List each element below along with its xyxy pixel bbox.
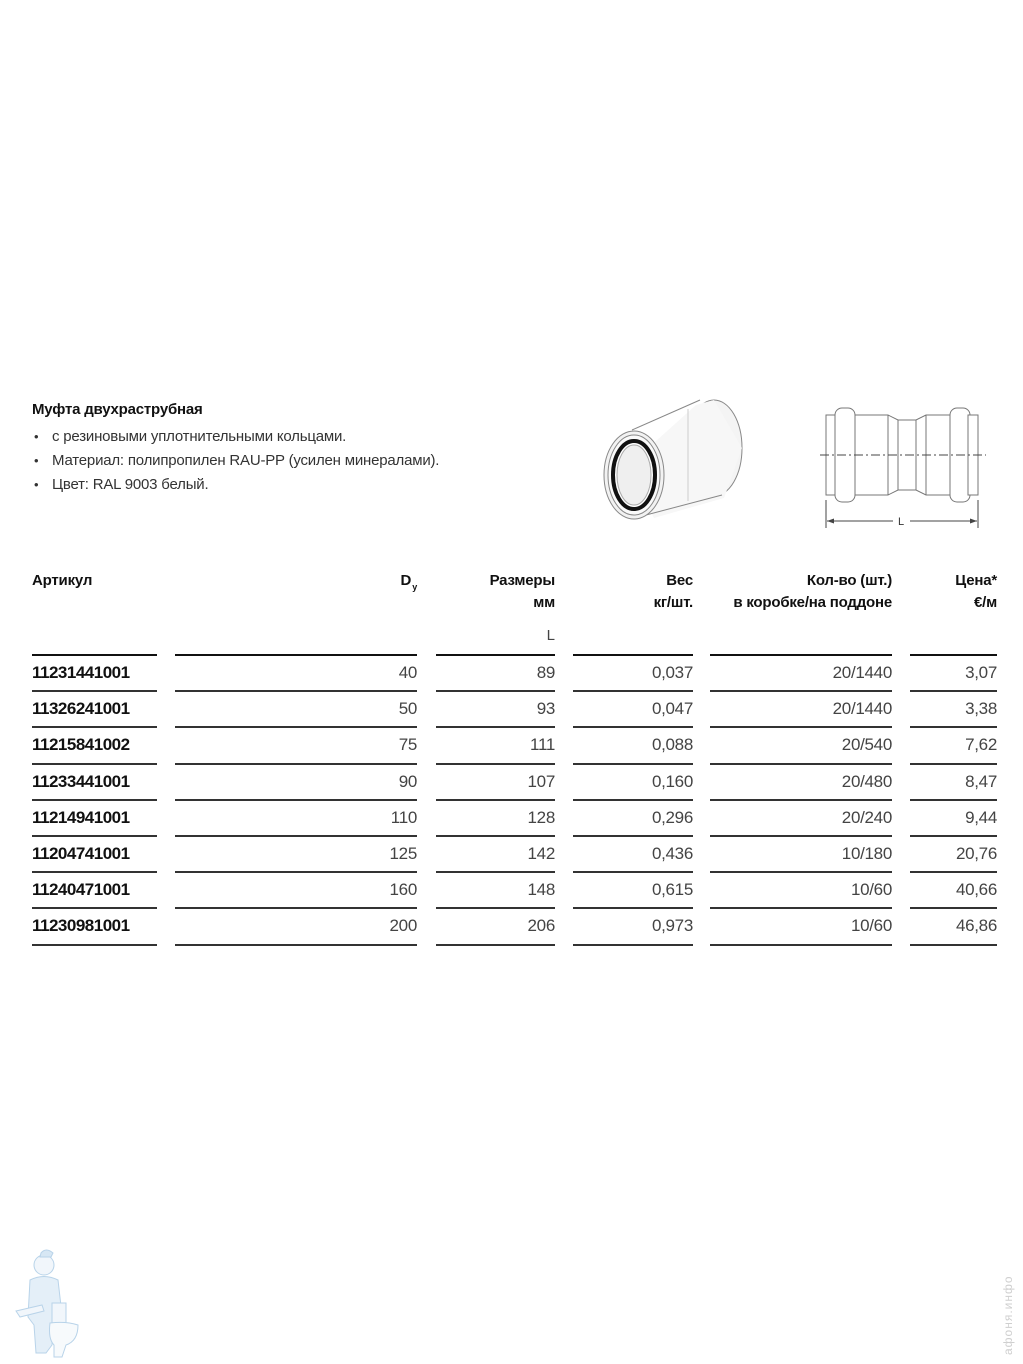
cell-length: 142 bbox=[527, 844, 555, 863]
cell-price: 3,38 bbox=[965, 699, 997, 719]
row-divider bbox=[573, 799, 693, 801]
row-divider bbox=[910, 726, 997, 728]
row-divider bbox=[32, 871, 157, 873]
row-divider bbox=[573, 763, 693, 765]
cell-weight: 0,088 bbox=[651, 735, 693, 755]
header-price: Цена* €/м bbox=[955, 572, 997, 611]
cell-price: 40,66 bbox=[955, 880, 997, 900]
header-dn: $D_у$ bbox=[400, 572, 417, 592]
cell-weight: 0,296 bbox=[651, 807, 693, 827]
cell-quantity: 10/60 bbox=[850, 880, 892, 900]
cell-length: 206 bbox=[527, 916, 555, 936]
header-size: Размеры мм bbox=[489, 572, 555, 611]
row-divider bbox=[436, 907, 555, 909]
cell-dn: 110 bbox=[390, 807, 417, 827]
row-divider bbox=[32, 799, 157, 801]
plumber-mascot-icon bbox=[6, 1245, 81, 1360]
product-features-list bbox=[32, 425, 439, 497]
row-divider bbox=[573, 835, 693, 837]
row-divider bbox=[910, 907, 997, 909]
row-divider bbox=[32, 835, 157, 837]
cell-weight: 0,615 bbox=[651, 880, 693, 900]
header-divider bbox=[175, 654, 417, 656]
cell-quantity: 20/240 bbox=[841, 807, 892, 827]
feature-item: • с резиновыми уплотнительными кольцами. bbox=[32, 425, 439, 449]
cell-dn: 40 bbox=[398, 663, 417, 682]
cell-length: 128 bbox=[527, 807, 555, 827]
cell-dn: 125 bbox=[389, 844, 417, 863]
row-divider bbox=[910, 763, 997, 765]
cell-weight: 0,037 bbox=[651, 663, 693, 682]
bullet-icon: • bbox=[34, 477, 39, 492]
cell-price: 8,47 bbox=[965, 771, 997, 791]
cell-dn: 50 bbox=[398, 699, 417, 719]
row-divider bbox=[32, 726, 157, 728]
row-divider bbox=[175, 763, 417, 765]
cell-article: 11214941001 bbox=[32, 807, 130, 827]
row-divider bbox=[710, 871, 892, 873]
cell-article: 11233441001 bbox=[32, 771, 130, 791]
row-divider bbox=[32, 944, 157, 946]
row-divider bbox=[573, 871, 693, 873]
row-divider bbox=[32, 907, 157, 909]
cell-weight: 0,160 bbox=[651, 771, 693, 791]
row-divider bbox=[573, 907, 693, 909]
row-divider bbox=[710, 799, 892, 801]
row-divider bbox=[910, 871, 997, 873]
header-weight: Вес кг/шт. bbox=[653, 572, 693, 611]
cell-quantity: 10/180 bbox=[841, 844, 892, 863]
row-divider bbox=[910, 799, 997, 801]
dimension-label-L: L bbox=[897, 516, 905, 528]
cell-price: 9,44 bbox=[965, 807, 997, 827]
row-divider bbox=[436, 871, 555, 873]
row-divider bbox=[175, 726, 417, 728]
row-divider bbox=[436, 763, 555, 765]
cell-dn: 90 bbox=[398, 771, 417, 791]
cell-price: 46,86 bbox=[955, 916, 997, 936]
cell-article: 11230981001 bbox=[32, 916, 130, 936]
cell-price: 3,07 bbox=[965, 663, 997, 682]
header-divider bbox=[710, 654, 892, 656]
row-divider bbox=[710, 726, 892, 728]
row-divider bbox=[710, 690, 892, 692]
row-divider bbox=[436, 799, 555, 801]
cell-article: 11326241001 bbox=[32, 699, 130, 719]
cell-dn: 160 bbox=[389, 880, 417, 900]
cell-length: 89 bbox=[536, 663, 555, 682]
row-divider bbox=[175, 690, 417, 692]
header-article: Артикул bbox=[32, 572, 93, 589]
row-divider bbox=[910, 944, 997, 946]
row-divider bbox=[710, 907, 892, 909]
row-divider bbox=[32, 690, 157, 692]
row-divider bbox=[436, 726, 555, 728]
cell-article: 11231441001 bbox=[32, 663, 130, 682]
coupling-dimension-drawing bbox=[818, 400, 988, 530]
row-divider bbox=[436, 690, 555, 692]
row-divider bbox=[175, 944, 417, 946]
row-divider bbox=[175, 799, 417, 801]
row-divider bbox=[175, 907, 417, 909]
row-divider bbox=[710, 835, 892, 837]
row-divider bbox=[573, 690, 693, 692]
site-watermark: афоня.инфо bbox=[1001, 1275, 1015, 1355]
row-divider bbox=[710, 944, 892, 946]
bullet-icon: • bbox=[34, 453, 39, 468]
row-divider bbox=[32, 763, 157, 765]
product-title: Муфта двухраструбная bbox=[32, 401, 203, 418]
row-divider bbox=[573, 944, 693, 946]
cell-length: 93 bbox=[536, 699, 555, 719]
cell-article: 11204741001 bbox=[32, 844, 130, 863]
row-divider bbox=[573, 726, 693, 728]
header-divider bbox=[436, 654, 555, 656]
cell-length: 107 bbox=[527, 771, 555, 791]
cell-quantity: 20/1440 bbox=[832, 663, 892, 682]
row-divider bbox=[175, 835, 417, 837]
header-quantity: Кол-во (шт.) в коробке/на поддоне bbox=[733, 572, 892, 611]
cell-article: 11240471001 bbox=[32, 880, 130, 900]
bullet-icon: • bbox=[34, 429, 39, 444]
feature-item: • Цвет: RAL 9003 белый. bbox=[32, 473, 439, 497]
row-divider bbox=[910, 690, 997, 692]
cell-quantity: 10/60 bbox=[850, 916, 892, 936]
row-divider bbox=[436, 944, 555, 946]
cell-weight: 0,047 bbox=[651, 699, 693, 719]
cell-price: 20,76 bbox=[955, 844, 997, 863]
feature-item: • Материал: полипропилен RAU-PP (усилен минералами). bbox=[32, 449, 439, 473]
header-divider bbox=[32, 654, 157, 656]
cell-weight: 0,973 bbox=[651, 916, 693, 936]
row-divider bbox=[436, 835, 555, 837]
cell-quantity: 20/540 bbox=[841, 735, 892, 755]
cell-price: 7,62 bbox=[965, 735, 997, 755]
coupling-3d-illustration bbox=[596, 393, 756, 523]
cell-length: 111 bbox=[530, 735, 555, 755]
cell-dn: 75 bbox=[398, 735, 417, 755]
cell-quantity: 20/1440 bbox=[832, 699, 892, 719]
cell-length: 148 bbox=[527, 880, 555, 900]
header-size-L: L bbox=[546, 627, 555, 644]
cell-weight: 0,436 bbox=[651, 844, 693, 863]
cell-article: 11215841002 bbox=[32, 735, 130, 755]
header-divider bbox=[573, 654, 693, 656]
row-divider bbox=[910, 835, 997, 837]
cell-dn: 200 bbox=[389, 916, 417, 936]
cell-quantity: 20/480 bbox=[841, 771, 892, 791]
row-divider bbox=[710, 763, 892, 765]
row-divider bbox=[175, 871, 417, 873]
header-divider bbox=[910, 654, 997, 656]
